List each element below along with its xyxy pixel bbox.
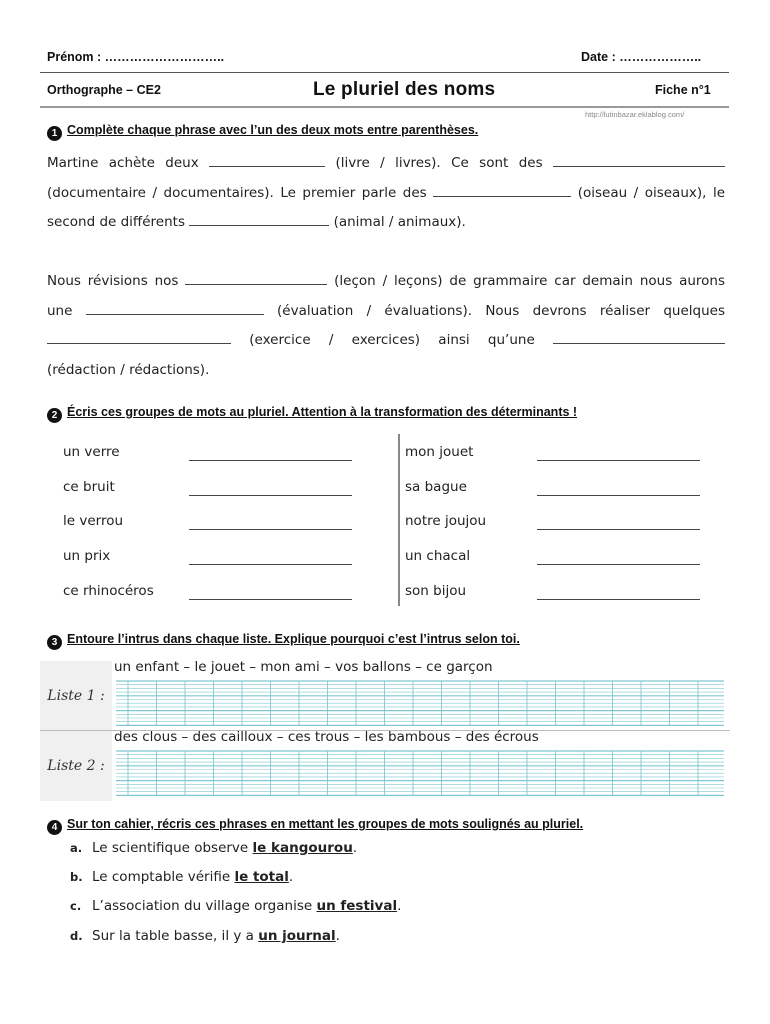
p1-text-b: (livre / livres). Ce sont des (335, 155, 543, 171)
q4-item (70, 869, 293, 885)
blank-field[interactable] (185, 272, 327, 285)
q2-left-item: ce rhinocéros (63, 583, 154, 599)
item-text: Le scientifique observe (92, 840, 253, 856)
answer-line[interactable] (537, 529, 700, 530)
q3-instruction: Entoure l’intrus dans chaque liste. Explique pourquoi c’est l’intrus selon toi. (67, 632, 520, 646)
seyes-grid[interactable] (116, 749, 724, 797)
item-end: . (397, 898, 402, 914)
header-top-rule (40, 72, 729, 73)
liste-2-label: Liste 2 : (40, 731, 112, 801)
p1-text-d: (oiseau / oiseaux), le (577, 184, 725, 201)
q2-right-item: notre joujou (405, 513, 487, 529)
column-divider (398, 434, 400, 606)
liste-2-words: des clous – des cailloux – ces trous – les bambous – des écrous (114, 729, 539, 745)
q2-heading (47, 403, 577, 423)
p1-text-e: second de différents (47, 214, 185, 230)
q3-heading (47, 630, 520, 650)
q2-left-item: le verrou (63, 513, 124, 529)
answer-line[interactable] (189, 564, 352, 565)
q2-left-item: ce bruit (63, 479, 115, 495)
blank-field[interactable] (433, 184, 571, 197)
p1-text-a: Martine achète deux (47, 155, 199, 171)
liste-1 (40, 661, 730, 731)
item-letter: a. (70, 841, 83, 855)
q4-instruction: Sur ton cahier, récris ces phrases en mettant les groupes de mots soulignés au pluriel. (67, 817, 584, 831)
p2-text-a: Nous révisions nos (47, 273, 179, 289)
blank-field[interactable] (47, 331, 231, 344)
underlined-group: un festival (316, 898, 398, 914)
answer-line[interactable] (537, 564, 700, 565)
underlined-group: un journal (258, 928, 336, 944)
q1-heading (47, 121, 478, 141)
q2-left-item: un verre (63, 444, 120, 460)
answer-line[interactable] (189, 599, 352, 600)
answer-line[interactable] (537, 495, 700, 496)
fiche-number: Fiche n°1 (655, 83, 711, 97)
liste-1-words: un enfant – le jouet – mon ami – vos ballons – ce garçon (114, 659, 493, 675)
q4-item (70, 840, 357, 856)
item-text: Le comptable vérifie (92, 869, 235, 885)
p2-text-e: (exercice / exercices) ainsi qu’une (249, 332, 535, 348)
item-letter: c. (70, 899, 82, 913)
blank-field[interactable] (86, 302, 264, 315)
blank-field[interactable] (189, 213, 329, 226)
p2-text-f: (rédaction / rédactions). (47, 361, 210, 378)
q1-paragraph-1 (47, 149, 725, 238)
p2-text-b: (leçon / leçons) de grammaire car demain nous aurons (334, 273, 726, 289)
answer-line[interactable] (189, 495, 352, 496)
liste-1-label: Liste 1 : (40, 661, 112, 731)
p2-text-d: (évaluation / évaluations). Nous devrons réaliser quelques (277, 302, 725, 319)
q2-right-item: un chacal (405, 548, 471, 564)
q4-item (70, 928, 340, 944)
underlined-group: le kangourou (252, 840, 353, 856)
p2-text-c: une (47, 302, 73, 319)
q2-right-item: mon jouet (405, 444, 474, 460)
answer-line[interactable] (537, 460, 700, 461)
underlined-group: le total (234, 869, 289, 885)
q2-right-item: son bijou (405, 583, 467, 599)
q2-left-item: un prix (63, 548, 111, 564)
item-end: . (352, 840, 358, 856)
item-end: . (288, 869, 294, 885)
q4-item (70, 898, 401, 914)
item-text: L’association du village organise (92, 898, 317, 914)
q1-paragraph-2 (47, 267, 725, 385)
header-bottom-rule (40, 106, 729, 108)
q1-number-badge: 1 (47, 126, 62, 141)
q3-number-badge: 3 (47, 635, 62, 650)
answer-line[interactable] (537, 599, 700, 600)
answer-line[interactable] (189, 460, 352, 461)
credit-url: http://lutinbazar.eklablog.com/ (585, 110, 685, 119)
q2-number-badge: 2 (47, 408, 62, 423)
item-text: Sur la table basse, il y a (92, 928, 259, 944)
q2-instruction: Écris ces groupes de mots au pluriel. Attention à la transformation des déterminants ! (67, 405, 578, 419)
subject-label: Orthographe – CE2 (47, 83, 161, 97)
seyes-grid[interactable] (116, 679, 724, 727)
item-end: . (335, 928, 340, 944)
date-field[interactable]: Date : ……………….. (581, 50, 702, 64)
q1-instruction: Complète chaque phrase avec l’un des deux mots entre parenthèses. (67, 123, 479, 137)
q4-number-badge: 4 (47, 820, 62, 835)
page-title: Le pluriel des noms (313, 79, 496, 100)
blank-field[interactable] (209, 154, 325, 167)
prenom-field[interactable]: Prénom : ……………………….. (47, 50, 225, 64)
item-letter: b. (70, 870, 83, 884)
p1-text-f: (animal / animaux). (333, 214, 466, 230)
blank-field[interactable] (553, 331, 725, 344)
q4-heading (47, 815, 583, 835)
answer-line[interactable] (189, 529, 352, 530)
q2-right-item: sa bague (405, 479, 467, 495)
liste-2 (40, 731, 730, 801)
item-letter: d. (70, 929, 83, 943)
blank-field[interactable] (553, 154, 725, 167)
p1-text-c: (documentaire / documentaires). Le premier parle des (47, 184, 427, 201)
